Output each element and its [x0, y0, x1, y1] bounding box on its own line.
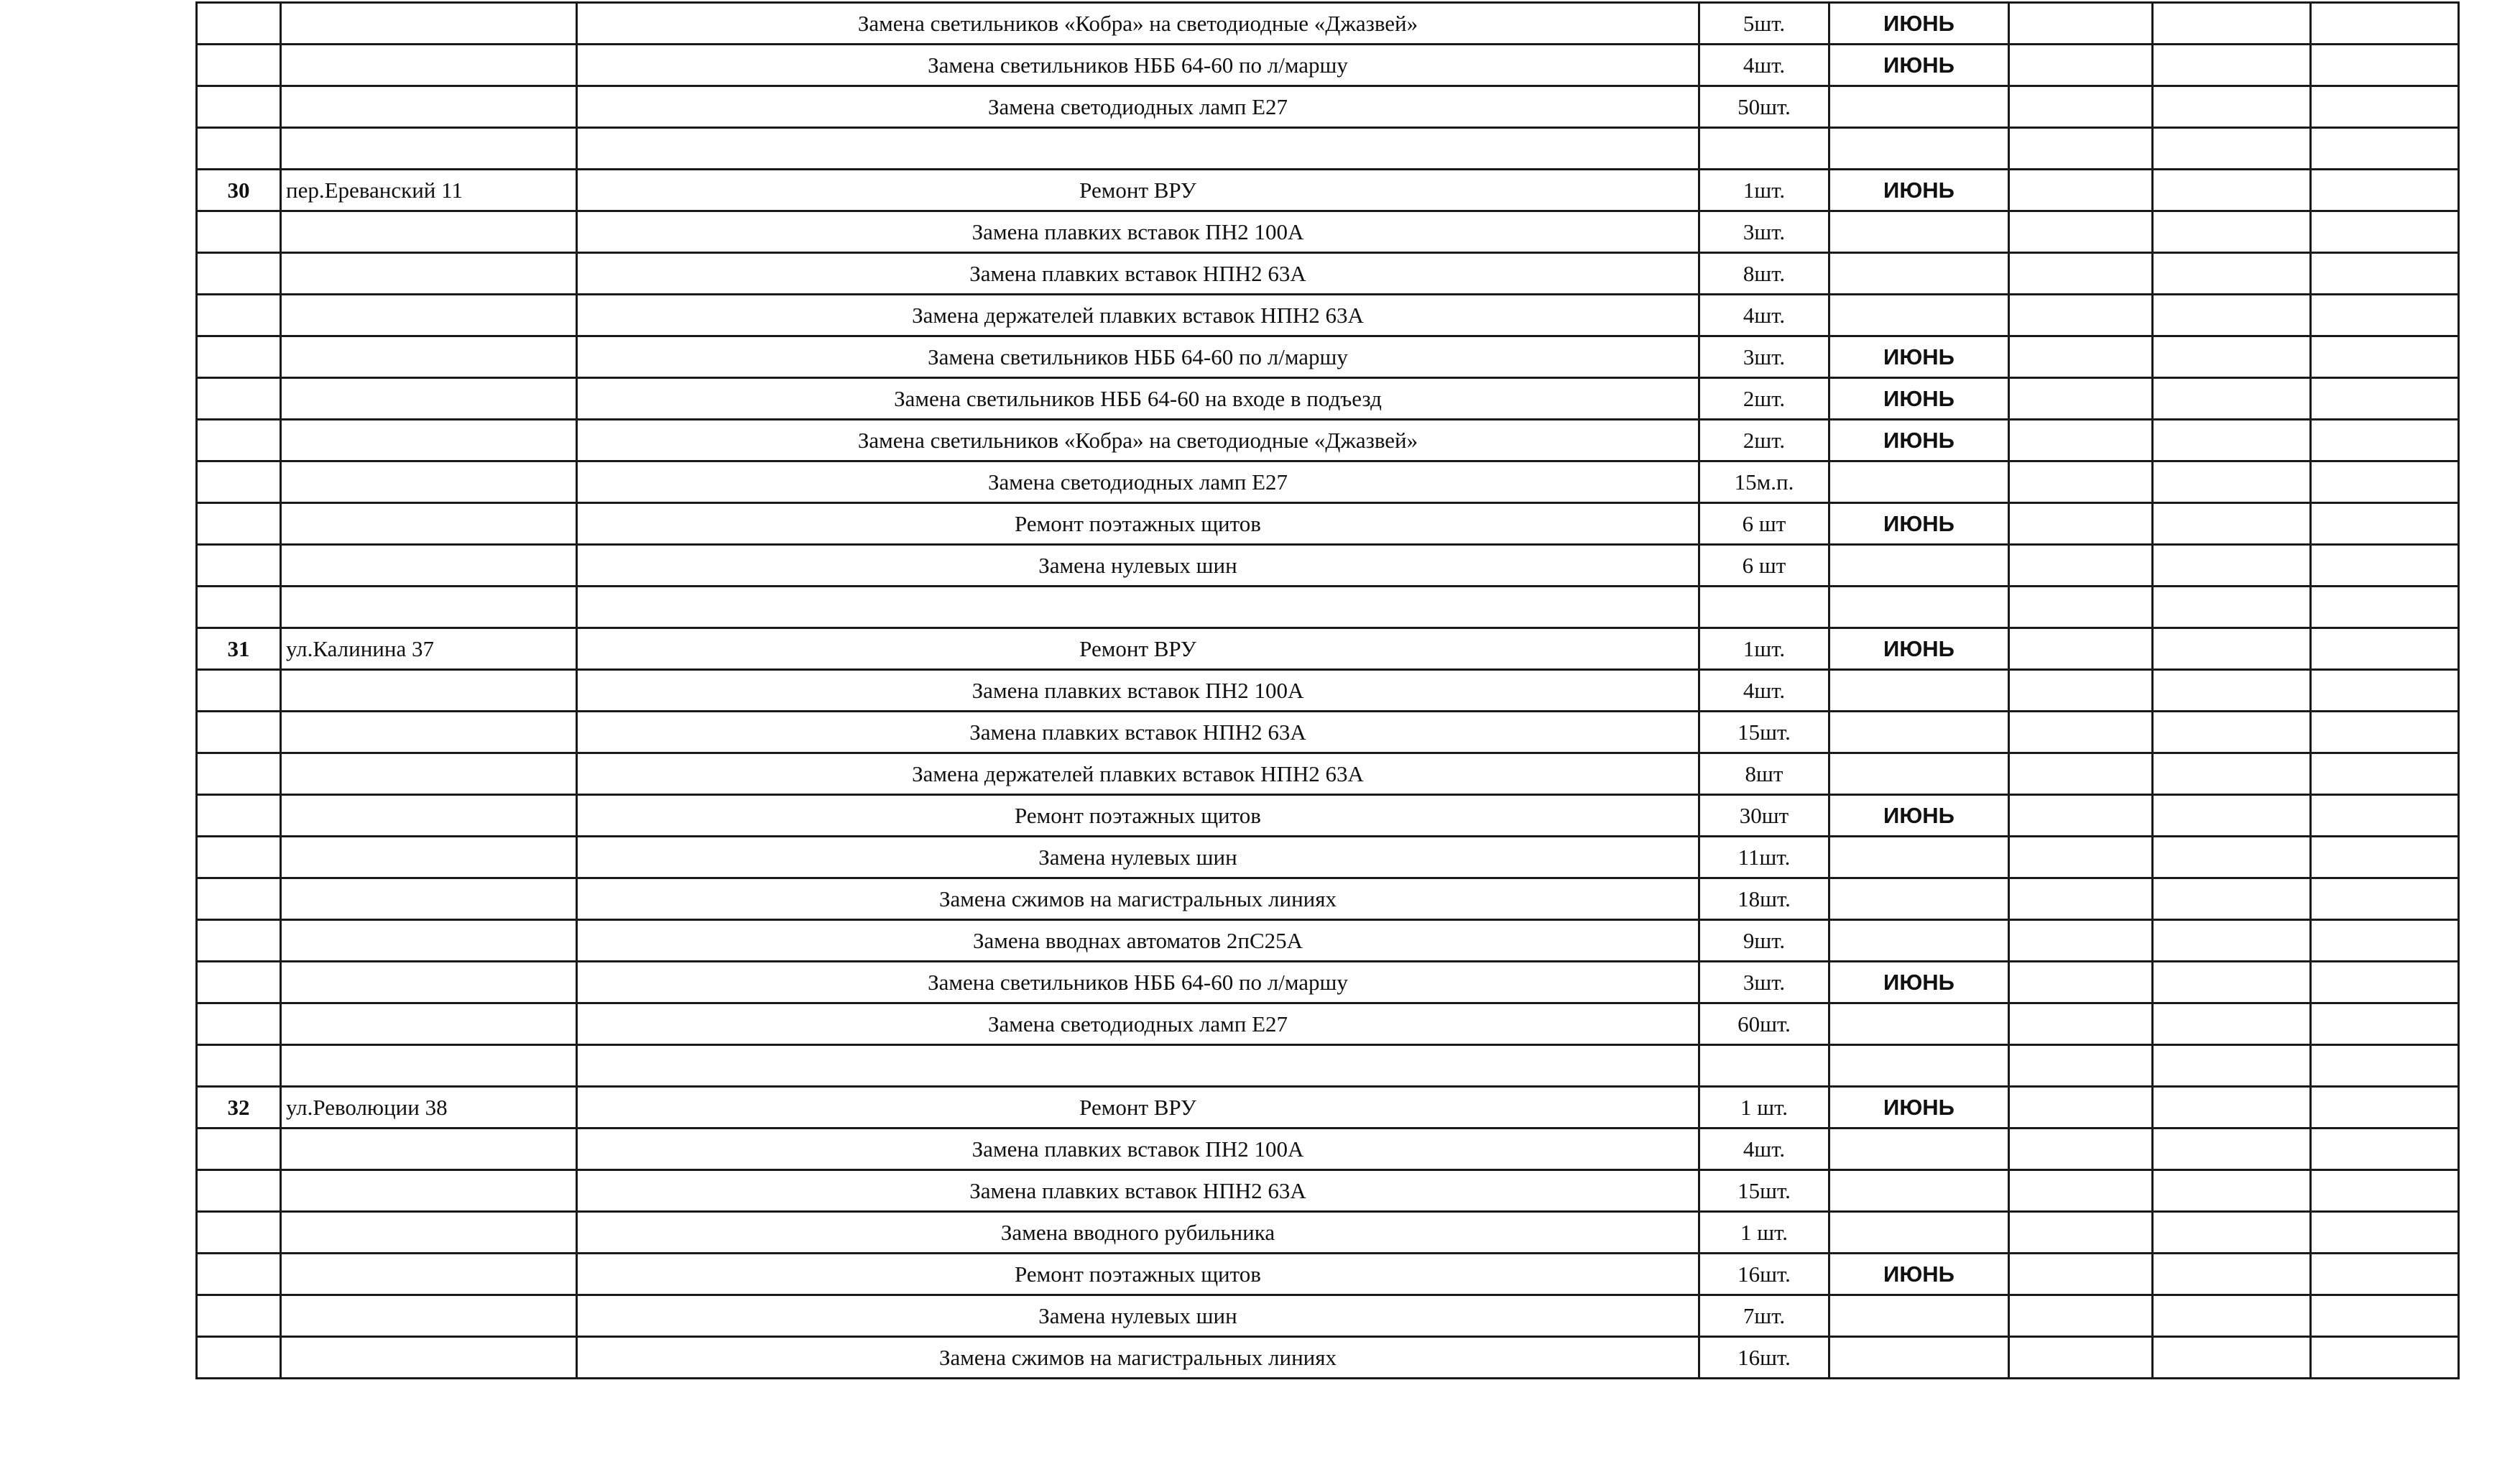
- work-description-cell: Ремонт поэтажных щитов: [577, 1254, 1699, 1295]
- empty-cell: [2153, 1087, 2311, 1129]
- empty-cell: [2009, 628, 2153, 670]
- empty-cell: [2009, 211, 2153, 253]
- address-cell: [281, 211, 577, 253]
- empty-cell: [2009, 962, 2153, 1003]
- address-cell: [281, 1045, 577, 1087]
- month-cell: [1829, 1045, 2009, 1087]
- month-cell: ИЮНЬ: [1829, 170, 2009, 211]
- empty-cell: [2153, 920, 2311, 962]
- row-number: 32: [197, 1087, 281, 1129]
- month-cell: [1829, 1129, 2009, 1170]
- month-cell: [1829, 211, 2009, 253]
- empty-cell: [2311, 1170, 2459, 1212]
- work-description-cell: Замена сжимов на магистральных линиях: [577, 1337, 1699, 1379]
- empty-cell: [2009, 128, 2153, 170]
- month-cell: ИЮНЬ: [1829, 3, 2009, 45]
- work-description-cell: Замена нулевых шин: [577, 1295, 1699, 1337]
- work-description-cell: Замена светодиодных ламп Е27: [577, 1003, 1699, 1045]
- table-row: [197, 545, 2459, 587]
- work-description-cell: Замена плавких вставок ПН2 100А: [577, 211, 1699, 253]
- work-description-cell: Замена нулевых шин: [577, 545, 1699, 587]
- address-cell: [281, 670, 577, 712]
- quantity-cell: 60шт.: [1699, 1003, 1829, 1045]
- work-description-cell: Замена сжимов на магистральных линиях: [577, 878, 1699, 920]
- table-row: [197, 1170, 2459, 1212]
- quantity-cell: 18шт.: [1699, 878, 1829, 920]
- row-number: [197, 128, 281, 170]
- empty-cell: [2009, 45, 2153, 86]
- address-cell: [281, 253, 577, 295]
- empty-cell: [2153, 378, 2311, 420]
- month-cell: [1829, 1295, 2009, 1337]
- work-description-cell: Замена светильников «Кобра» на светодиодные «Джазвей»: [577, 3, 1699, 45]
- month-cell: ИЮНЬ: [1829, 378, 2009, 420]
- empty-cell: [2009, 378, 2153, 420]
- month-cell: [1829, 128, 2009, 170]
- quantity-cell: 1шт.: [1699, 170, 1829, 211]
- quantity-cell: 30шт: [1699, 795, 1829, 837]
- row-number: [197, 1045, 281, 1087]
- table-row: [197, 1254, 2459, 1295]
- work-description-cell: Замена нулевых шин: [577, 837, 1699, 878]
- month-cell: ИЮНЬ: [1829, 503, 2009, 545]
- empty-cell: [2311, 461, 2459, 503]
- empty-cell: [2311, 420, 2459, 461]
- table-row: [197, 962, 2459, 1003]
- empty-cell: [2153, 336, 2311, 378]
- table-row: [197, 670, 2459, 712]
- quantity-cell: 15шт.: [1699, 712, 1829, 753]
- row-number: [197, 1129, 281, 1170]
- empty-cell: [2311, 1212, 2459, 1254]
- table-row: [197, 3, 2459, 45]
- quantity-cell: 7шт.: [1699, 1295, 1829, 1337]
- table-row: [197, 170, 2459, 211]
- empty-cell: [2311, 587, 2459, 628]
- address-cell: [281, 3, 577, 45]
- quantity-cell: 6 шт: [1699, 503, 1829, 545]
- empty-cell: [2311, 1003, 2459, 1045]
- table-row: [197, 45, 2459, 86]
- empty-cell: [2311, 45, 2459, 86]
- empty-cell: [2009, 1045, 2153, 1087]
- empty-cell: [2009, 253, 2153, 295]
- work-description-cell: Ремонт поэтажных щитов: [577, 503, 1699, 545]
- empty-cell: [2009, 1254, 2153, 1295]
- empty-cell: [2009, 295, 2153, 336]
- row-number: [197, 295, 281, 336]
- month-cell: ИЮНЬ: [1829, 795, 2009, 837]
- month-cell: ИЮНЬ: [1829, 1087, 2009, 1129]
- empty-cell: [2009, 170, 2153, 211]
- empty-cell: [2153, 1212, 2311, 1254]
- address-cell: [281, 461, 577, 503]
- empty-cell: [2153, 712, 2311, 753]
- empty-cell: [2311, 878, 2459, 920]
- month-cell: ИЮНЬ: [1829, 1254, 2009, 1295]
- work-description-cell: Замена держателей плавких вставок НПН2 63А: [577, 295, 1699, 336]
- address-cell: пер.Ереванский 11: [281, 170, 577, 211]
- row-number: [197, 712, 281, 753]
- empty-cell: [2009, 1129, 2153, 1170]
- empty-cell: [2311, 920, 2459, 962]
- quantity-cell: 5шт.: [1699, 3, 1829, 45]
- quantity-cell: 2шт.: [1699, 378, 1829, 420]
- table-row: [197, 920, 2459, 962]
- empty-cell: [2153, 878, 2311, 920]
- address-cell: [281, 45, 577, 86]
- row-number: [197, 461, 281, 503]
- address-cell: [281, 420, 577, 461]
- address-cell: [281, 1003, 577, 1045]
- row-number: [197, 45, 281, 86]
- quantity-cell: 15шт.: [1699, 1170, 1829, 1212]
- empty-cell: [2153, 1170, 2311, 1212]
- empty-cell: [2009, 920, 2153, 962]
- quantity-cell: 3шт.: [1699, 336, 1829, 378]
- work-description-cell: [577, 1045, 1699, 1087]
- quantity-cell: 4шт.: [1699, 1129, 1829, 1170]
- address-cell: [281, 920, 577, 962]
- table-row: [197, 1337, 2459, 1379]
- table-row: [197, 461, 2459, 503]
- table-row: [197, 378, 2459, 420]
- empty-cell: [2153, 420, 2311, 461]
- table-row: [197, 878, 2459, 920]
- empty-cell: [2009, 461, 2153, 503]
- empty-cell: [2153, 295, 2311, 336]
- empty-cell: [2009, 1087, 2153, 1129]
- empty-cell: [2009, 336, 2153, 378]
- quantity-cell: 9шт.: [1699, 920, 1829, 962]
- work-description-cell: Ремонт ВРУ: [577, 170, 1699, 211]
- empty-cell: [2153, 1254, 2311, 1295]
- empty-cell: [2153, 45, 2311, 86]
- row-number: [197, 920, 281, 962]
- row-number: [197, 670, 281, 712]
- empty-cell: [2153, 211, 2311, 253]
- row-number: [197, 1295, 281, 1337]
- empty-cell: [2311, 1295, 2459, 1337]
- row-number: [197, 962, 281, 1003]
- month-cell: [1829, 295, 2009, 336]
- empty-cell: [2153, 837, 2311, 878]
- address-cell: [281, 545, 577, 587]
- empty-cell: [2311, 378, 2459, 420]
- table-row: [197, 1129, 2459, 1170]
- table-row: [197, 628, 2459, 670]
- row-number: [197, 211, 281, 253]
- month-cell: [1829, 86, 2009, 128]
- quantity-cell: 1 шт.: [1699, 1212, 1829, 1254]
- empty-cell: [2009, 1212, 2153, 1254]
- empty-cell: [2153, 461, 2311, 503]
- address-cell: [281, 1254, 577, 1295]
- empty-cell: [2009, 3, 2153, 45]
- empty-cell: [2311, 503, 2459, 545]
- quantity-cell: 3шт.: [1699, 211, 1829, 253]
- address-cell: [281, 378, 577, 420]
- empty-cell: [2153, 545, 2311, 587]
- table-row: [197, 1003, 2459, 1045]
- work-description-cell: Замена плавких вставок НПН2 63А: [577, 1170, 1699, 1212]
- row-number: [197, 837, 281, 878]
- empty-cell: [2009, 420, 2153, 461]
- empty-cell: [2009, 753, 2153, 795]
- work-description-cell: [577, 587, 1699, 628]
- month-cell: ИЮНЬ: [1829, 420, 2009, 461]
- work-description-cell: Замена плавких вставок ПН2 100А: [577, 670, 1699, 712]
- work-description-cell: Замена плавких вставок НПН2 63А: [577, 253, 1699, 295]
- empty-cell: [2311, 1087, 2459, 1129]
- empty-cell: [2153, 86, 2311, 128]
- address-cell: [281, 1212, 577, 1254]
- empty-cell: [2311, 628, 2459, 670]
- empty-cell: [2311, 295, 2459, 336]
- row-number: [197, 503, 281, 545]
- empty-cell: [2153, 795, 2311, 837]
- month-cell: ИЮНЬ: [1829, 336, 2009, 378]
- quantity-cell: 16шт.: [1699, 1337, 1829, 1379]
- month-cell: ИЮНЬ: [1829, 962, 2009, 1003]
- quantity-cell: 8шт.: [1699, 253, 1829, 295]
- empty-cell: [2153, 1295, 2311, 1337]
- empty-cell: [2311, 753, 2459, 795]
- empty-cell: [2311, 253, 2459, 295]
- empty-cell: [2153, 628, 2311, 670]
- works-table: [195, 1, 2460, 1379]
- quantity-cell: [1699, 1045, 1829, 1087]
- work-description-cell: Замена светильников «Кобра» на светодиодные «Джазвей»: [577, 420, 1699, 461]
- table-body: [197, 3, 2459, 1379]
- empty-cell: [2311, 211, 2459, 253]
- table-row: [197, 336, 2459, 378]
- table-row: [197, 837, 2459, 878]
- work-description-cell: Замена вводнах автоматов 2пС25А: [577, 920, 1699, 962]
- row-number: [197, 1212, 281, 1254]
- address-cell: [281, 503, 577, 545]
- quantity-cell: [1699, 587, 1829, 628]
- address-cell: [281, 336, 577, 378]
- empty-cell: [2153, 128, 2311, 170]
- address-cell: [281, 712, 577, 753]
- quantity-cell: 16шт.: [1699, 1254, 1829, 1295]
- quantity-cell: 1 шт.: [1699, 1087, 1829, 1129]
- empty-cell: [2009, 503, 2153, 545]
- empty-cell: [2153, 670, 2311, 712]
- quantity-cell: 4шт.: [1699, 670, 1829, 712]
- work-description-cell: Ремонт поэтажных щитов: [577, 795, 1699, 837]
- address-cell: [281, 1129, 577, 1170]
- empty-cell: [2009, 1003, 2153, 1045]
- row-number: 31: [197, 628, 281, 670]
- address-cell: [281, 587, 577, 628]
- empty-cell: [2311, 1045, 2459, 1087]
- address-cell: [281, 962, 577, 1003]
- empty-cell: [2311, 1254, 2459, 1295]
- row-number: [197, 587, 281, 628]
- quantity-cell: 1шт.: [1699, 628, 1829, 670]
- empty-cell: [2009, 86, 2153, 128]
- address-cell: [281, 128, 577, 170]
- empty-cell: [2009, 1337, 2153, 1379]
- empty-cell: [2009, 878, 2153, 920]
- row-number: [197, 795, 281, 837]
- empty-cell: [2311, 128, 2459, 170]
- month-cell: [1829, 753, 2009, 795]
- row-number: [197, 1003, 281, 1045]
- address-cell: ул.Революции 38: [281, 1087, 577, 1129]
- empty-cell: [2153, 1003, 2311, 1045]
- empty-cell: [2153, 1045, 2311, 1087]
- address-cell: [281, 86, 577, 128]
- work-description-cell: Замена светодиодных ламп Е27: [577, 86, 1699, 128]
- empty-cell: [2009, 1170, 2153, 1212]
- table-row: [197, 712, 2459, 753]
- month-cell: [1829, 670, 2009, 712]
- empty-cell: [2009, 587, 2153, 628]
- table-row: [197, 295, 2459, 336]
- row-number: [197, 1254, 281, 1295]
- empty-cell: [2311, 1337, 2459, 1379]
- quantity-cell: 50шт.: [1699, 86, 1829, 128]
- work-description-cell: [577, 128, 1699, 170]
- table-row: [197, 420, 2459, 461]
- work-description-cell: Замена светильников НББ 64-60 по л/маршу: [577, 45, 1699, 86]
- empty-cell: [2009, 837, 2153, 878]
- table-row: [197, 1087, 2459, 1129]
- month-cell: [1829, 1212, 2009, 1254]
- empty-cell: [2153, 503, 2311, 545]
- table-row: [197, 753, 2459, 795]
- work-description-cell: Ремонт ВРУ: [577, 1087, 1699, 1129]
- month-cell: [1829, 1170, 2009, 1212]
- address-cell: [281, 1295, 577, 1337]
- row-number: [197, 1337, 281, 1379]
- work-description-cell: Замена плавких вставок НПН2 63А: [577, 712, 1699, 753]
- quantity-cell: 8шт: [1699, 753, 1829, 795]
- empty-cell: [2311, 86, 2459, 128]
- empty-cell: [2153, 587, 2311, 628]
- work-description-cell: Замена плавких вставок ПН2 100А: [577, 1129, 1699, 1170]
- row-number: [197, 3, 281, 45]
- address-cell: [281, 1170, 577, 1212]
- row-number: [197, 1170, 281, 1212]
- quantity-cell: 11шт.: [1699, 837, 1829, 878]
- empty-cell: [2009, 670, 2153, 712]
- table-row: [197, 1295, 2459, 1337]
- quantity-cell: 4шт.: [1699, 45, 1829, 86]
- address-cell: [281, 795, 577, 837]
- quantity-cell: 15м.п.: [1699, 461, 1829, 503]
- month-cell: [1829, 920, 2009, 962]
- empty-cell: [2311, 837, 2459, 878]
- empty-cell: [2153, 1337, 2311, 1379]
- empty-cell: [2311, 962, 2459, 1003]
- empty-cell: [2153, 3, 2311, 45]
- row-number: [197, 336, 281, 378]
- empty-cell: [2153, 253, 2311, 295]
- work-description-cell: Замена вводного рубильника: [577, 1212, 1699, 1254]
- month-cell: [1829, 587, 2009, 628]
- table-row: [197, 86, 2459, 128]
- row-number: 30: [197, 170, 281, 211]
- table-row: [197, 795, 2459, 837]
- empty-cell: [2009, 545, 2153, 587]
- work-description-cell: Замена светодиодных ламп Е27: [577, 461, 1699, 503]
- work-description-cell: Замена светильников НББ 64-60 на входе в подъезд: [577, 378, 1699, 420]
- empty-cell: [2153, 170, 2311, 211]
- month-cell: [1829, 1003, 2009, 1045]
- month-cell: [1829, 837, 2009, 878]
- month-cell: ИЮНЬ: [1829, 628, 2009, 670]
- month-cell: [1829, 545, 2009, 587]
- address-cell: [281, 295, 577, 336]
- quantity-cell: 4шт.: [1699, 295, 1829, 336]
- empty-cell: [2311, 1129, 2459, 1170]
- address-cell: [281, 753, 577, 795]
- empty-cell: [2153, 1129, 2311, 1170]
- quantity-cell: 6 шт: [1699, 545, 1829, 587]
- address-cell: [281, 1337, 577, 1379]
- month-cell: [1829, 878, 2009, 920]
- address-cell: [281, 878, 577, 920]
- work-description-cell: Замена светильников НББ 64-60 по л/маршу: [577, 962, 1699, 1003]
- table-row: [197, 253, 2459, 295]
- row-number: [197, 86, 281, 128]
- table-row: [197, 587, 2459, 628]
- empty-cell: [2311, 795, 2459, 837]
- table-row: [197, 1045, 2459, 1087]
- address-cell: ул.Калинина 37: [281, 628, 577, 670]
- table-row: [197, 211, 2459, 253]
- month-cell: ИЮНЬ: [1829, 45, 2009, 86]
- quantity-cell: 3шт.: [1699, 962, 1829, 1003]
- empty-cell: [2153, 753, 2311, 795]
- empty-cell: [2009, 712, 2153, 753]
- month-cell: [1829, 461, 2009, 503]
- table-row: [197, 128, 2459, 170]
- empty-cell: [2009, 795, 2153, 837]
- empty-cell: [2311, 670, 2459, 712]
- empty-cell: [2009, 1295, 2153, 1337]
- month-cell: [1829, 712, 2009, 753]
- row-number: [197, 420, 281, 461]
- work-description-cell: Ремонт ВРУ: [577, 628, 1699, 670]
- work-description-cell: Замена держателей плавких вставок НПН2 63А: [577, 753, 1699, 795]
- row-number: [197, 378, 281, 420]
- work-description-cell: Замена светильников НББ 64-60 по л/маршу: [577, 336, 1699, 378]
- row-number: [197, 878, 281, 920]
- address-cell: [281, 837, 577, 878]
- row-number: [197, 753, 281, 795]
- table-row: [197, 503, 2459, 545]
- empty-cell: [2153, 962, 2311, 1003]
- month-cell: [1829, 253, 2009, 295]
- empty-cell: [2311, 3, 2459, 45]
- quantity-cell: [1699, 128, 1829, 170]
- quantity-cell: 2шт.: [1699, 420, 1829, 461]
- row-number: [197, 545, 281, 587]
- row-number: [197, 253, 281, 295]
- empty-cell: [2311, 336, 2459, 378]
- empty-cell: [2311, 545, 2459, 587]
- empty-cell: [2311, 170, 2459, 211]
- table-row: [197, 1212, 2459, 1254]
- empty-cell: [2311, 712, 2459, 753]
- month-cell: [1829, 1337, 2009, 1379]
